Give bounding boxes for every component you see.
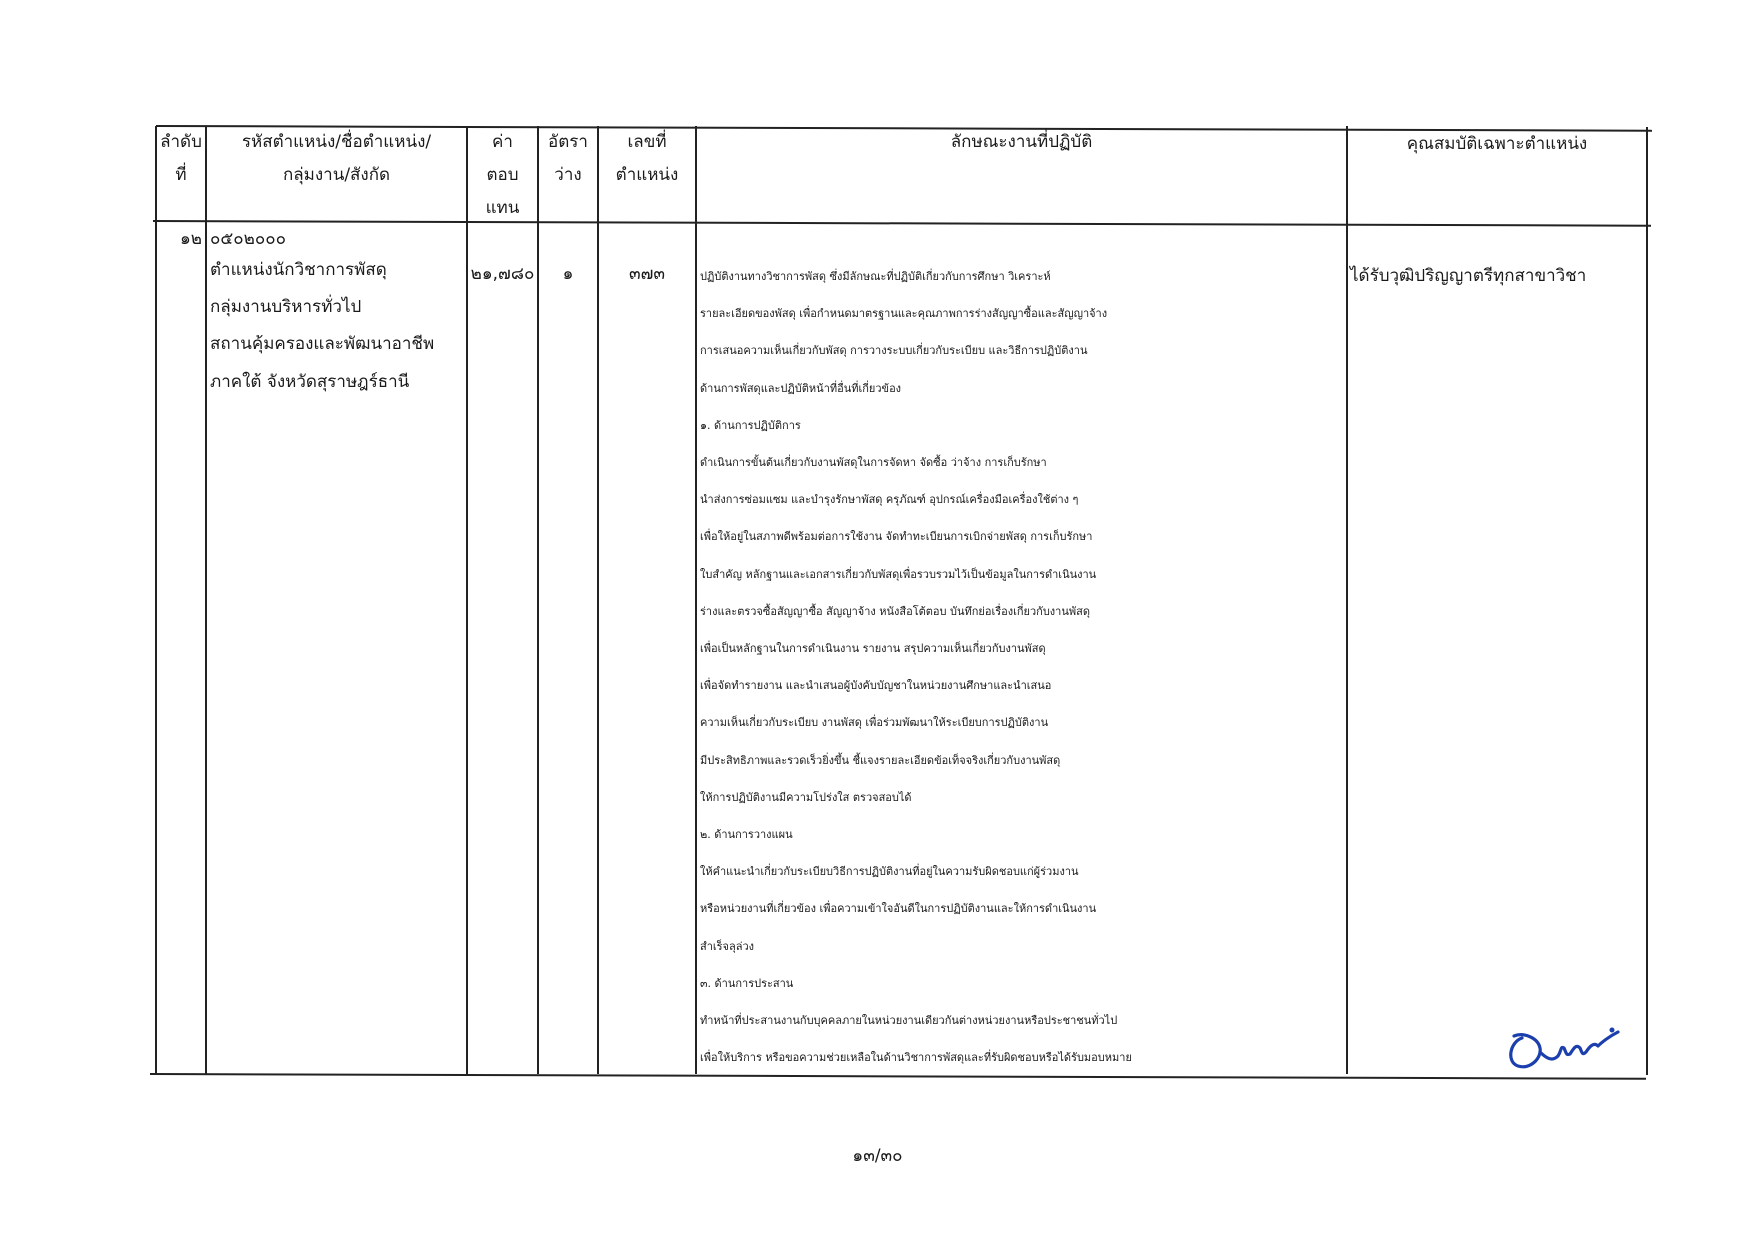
- page-number: [0, 1142, 1755, 1169]
- header-position-no: [599, 126, 695, 192]
- row-pay: [468, 256, 537, 293]
- row-qualification: [1350, 258, 1644, 295]
- header-position: [207, 126, 466, 192]
- duty-line: ปฏิบัติงานทางวิชาการพัสดุ ซึ่งมีลักษณะที่ปฏิบัติเกี่ยวกับการศึกษา วิเคราะห์: [700, 270, 1051, 283]
- duty-line: ให้คำแนะนำเกี่ยวกับระเบียบวิธีการปฏิบัติงานที่อยู่ในความรับผิดชอบแก่ผู้ร่วมงาน: [700, 865, 1079, 879]
- row-duty: [700, 258, 1344, 1076]
- duty-line: ทำหน้าที่ประสานงานกับบุคคลภายในหน่วยงานเดียวกันต่างหน่วยงานหรือประชาชนทั่วไป: [700, 1014, 1118, 1028]
- duty-line: ให้การปฏิบัติงานมีความโปร่งใส ตรวจสอบได้: [700, 790, 912, 804]
- duty-line: ความเห็นเกี่ยวกับระเบียบ งานพัสดุ เพื่อร่วมพัฒนาให้ระเบียบการปฏิบัติงาน: [700, 716, 1049, 730]
- qualification-text: ได้รับวุฒิปริญญาตรีทุกสาขาวิชา: [1350, 266, 1587, 286]
- duty-line: หรือหน่วยงานที่เกี่ยวข้อง เพื่อความเข้าใจอันดีในการปฏิบัติงานและให้การดำเนินงาน: [700, 902, 1097, 916]
- rate-value: ๑: [562, 264, 574, 284]
- header-pay-line2: ตอบ: [486, 165, 519, 185]
- duty-line: ร่างและตรวจซื้อสัญญาซื้อ สัญญาจ้าง หนังสือโต้ตอบ บันทึกย่อเรื่องเกี่ยวกับงานพัสดุ: [700, 604, 1090, 618]
- header-pay-line3: แทน: [485, 198, 520, 218]
- duty-line: มีประสิทธิภาพและรวดเร็วยิ่งขึ้น ชี้แจงรายละเอียดข้อเท็จจริงเกี่ยวกับงานพัสดุ: [700, 753, 1061, 767]
- header-position-line1: รหัสตำแหน่ง/ชื่อตำแหน่ง/: [241, 132, 432, 152]
- page-number-text: ๑๓/๓๐: [852, 1146, 903, 1166]
- duty-line: ดำเนินการขั้นต้นเกี่ยวกับงานพัสดุในการจัดหา จัดซื้อ ว่าจ้าง การเก็บรักษา: [700, 456, 1047, 470]
- duty-line: เพื่อเป็นหลักฐานในการดำเนินงาน รายงาน สรุปความเห็นเกี่ยวกับงานพัสดุ: [700, 642, 1046, 656]
- col-border-no: [205, 126, 207, 1074]
- header-posno-line1: เลขที่: [627, 132, 667, 152]
- col-border-duty: [1346, 126, 1348, 1074]
- duty-line: เพื่อให้อยู่ในสภาพดีพร้อมต่อการใช้งาน จัดทำทะเบียนการเบิกจ่ายพัสดุ การเก็บรักษา: [700, 530, 1093, 544]
- position-agency: สถานคุ้มครองและพัฒนาอาชีพ: [210, 334, 435, 355]
- row-position: [210, 224, 464, 401]
- duty-line: ๓. ด้านการประสาน: [700, 976, 794, 990]
- header-no-line1: ลำดับ: [160, 132, 202, 152]
- position-title: ตำแหน่งนักวิชาการพัสดุ: [210, 260, 387, 280]
- row-position-no: [599, 256, 695, 293]
- header-qualification: [1348, 128, 1646, 161]
- position-table: [150, 118, 1650, 1080]
- position-group: กลุ่มงานบริหารทั่วไป: [210, 297, 362, 318]
- duty-line: ใบสำคัญ หลักฐานและเอกสารเกี่ยวกับพัสดุเพื่อรวบรวมไว้เป็นข้อมูลในการดำเนินงาน: [700, 567, 1097, 581]
- duty-line: ๒. ด้านการวางแผน: [700, 828, 793, 842]
- duty-line: นำส่งการซ่อมแซม และบำรุงรักษาพัสดุ ครุภัณฑ์ อุปกรณ์เครื่องมือเครื่องใช้ต่าง ๆ: [700, 493, 1079, 507]
- duty-line: เพื่อให้บริการ หรือขอความช่วยเหลือในด้านวิชาการพัสดุและที่รับผิดชอบหรือได้รับมอบหมาย: [700, 1051, 1132, 1065]
- position-code: ๐๕๐๒๐๐๐: [210, 229, 286, 249]
- header-position-line2: กลุ่มงาน/สังกัด: [282, 165, 391, 185]
- header-duty-text: ลักษณะงานที่ปฏิบัติ: [950, 132, 1093, 152]
- header-rate-line2: ว่าง: [554, 165, 582, 185]
- header-qual-text: คุณสมบัติเฉพาะตำแหน่ง: [1406, 134, 1588, 154]
- col-border-right: [1646, 127, 1648, 1075]
- signature-mark: [1500, 1018, 1630, 1076]
- duty-line: ๑. ด้านการปฏิบัติการ: [700, 418, 801, 432]
- duty-line: ด้านการพัสดุและปฏิบัติหน้าที่อื่นที่เกี่ยวข้อง: [700, 381, 902, 395]
- position-no-value: ๓๗๓: [628, 264, 666, 284]
- header-no-line2: ที่: [175, 165, 187, 185]
- header-pay-line1: ค่า: [492, 132, 513, 152]
- row-no: [156, 224, 202, 254]
- duty-line: เพื่อจัดทำรายงาน และนำเสนอผู้บังคับบัญชาในหน่วยงานศึกษาและนำเสนอ: [700, 679, 1052, 693]
- header-pay: [468, 126, 537, 225]
- duty-line: รายละเอียดของพัสดุ เพื่อกำหนดมาตรฐานและคุณภาพการร่างสัญญาซื้อและสัญญาจ้าง: [700, 307, 1108, 321]
- row-no-text: ๑๒: [180, 229, 202, 249]
- position-region: ภาคใต้ จังหวัดสุราษฎร์ธานี: [210, 371, 410, 392]
- row-rate: [539, 256, 597, 293]
- pay-value: ๒๑,๗๘๐: [470, 264, 535, 284]
- header-duty: [697, 126, 1346, 159]
- duty-line: การเสนอความเห็นเกี่ยวกับพัสดุ การวางระบบเกี่ยวกับระเบียบ และวิธีการปฏิบัติงาน: [700, 344, 1088, 358]
- col-border-left: [155, 126, 157, 1074]
- header-posno-line2: ตำแหน่ง: [615, 165, 679, 185]
- header-no: [156, 126, 206, 192]
- col-border-posno: [695, 126, 697, 1074]
- header-rate-line1: อัตรา: [548, 132, 588, 152]
- header-rate: [539, 126, 597, 192]
- duty-line: สำเร็จลุล่วง: [700, 939, 755, 953]
